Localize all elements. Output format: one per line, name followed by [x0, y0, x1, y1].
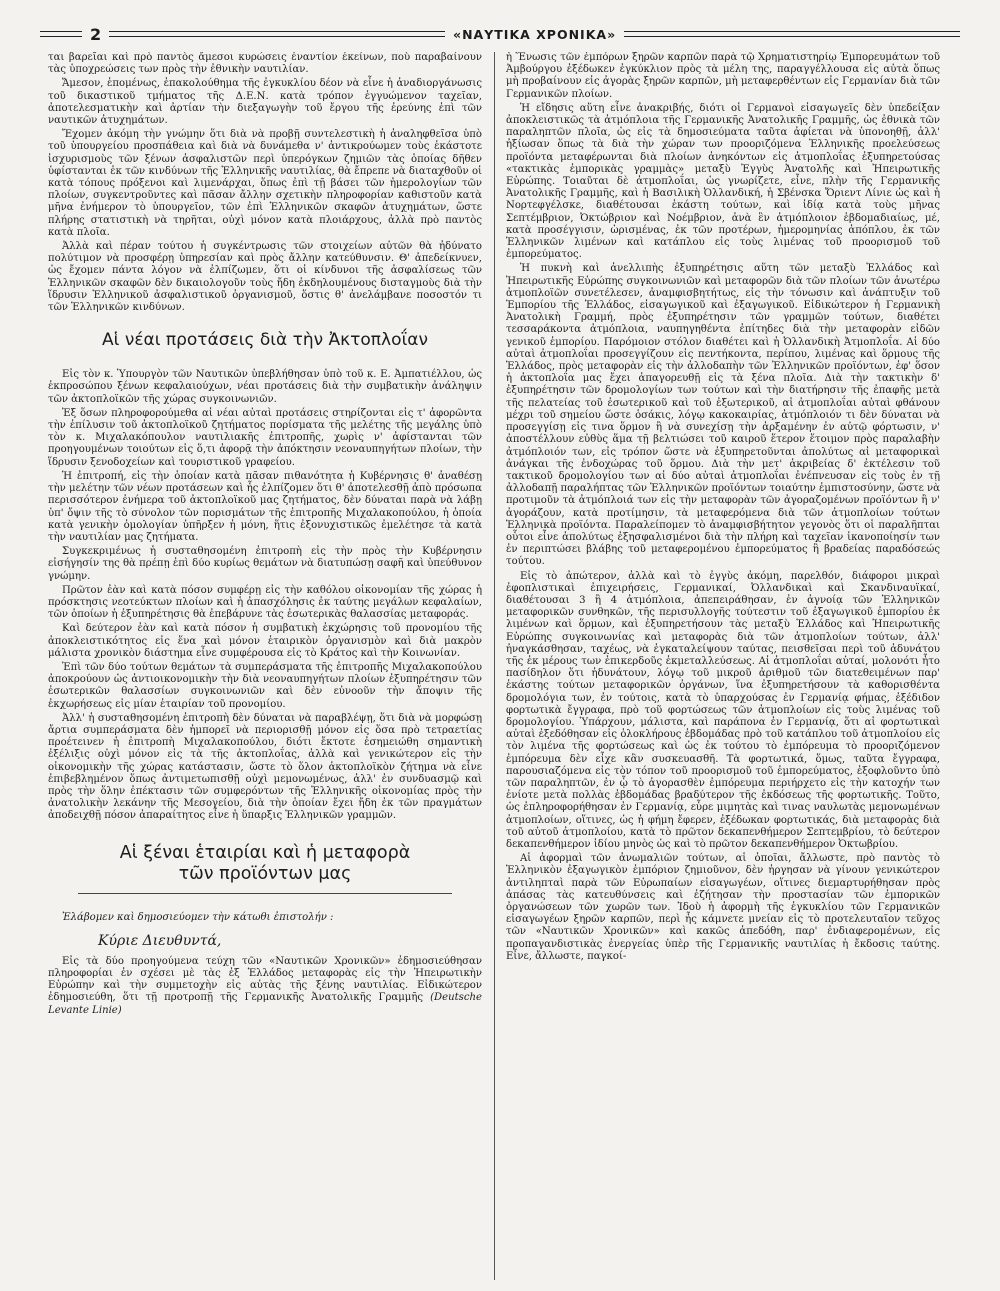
letter-text: Εἰς τὰ δύο προηγούμενα τεύχη τῶν «Ναυτικῶν Χρονικῶν» ἐδημοσιεύθησαν πληροφορίαι ἐν σχέσει μὲ τὰς ἐξ Ἑλλάδος μεταφορὰς εἰς τὴν Ἠπειρωτικὴν Εὐρώπην καὶ τὴν συμμετοχὴν εἰς αὐτὰς τῆς ξένης ναυτιλίας. Εἰδικώτερον ἐδημοσιεύθη, ὅτι τῇ προτροπῇ τῆς Γερμανικῆς Ἀνατολικῆς Γραμμῆς: [48, 955, 482, 1004]
section-heading: [48, 843, 482, 894]
article-paragraph: ἡ Ἕνωσις τῶν ἐμπόρων ξηρῶν καρπῶν παρὰ τῷ Χρηματιστηρίῳ Ἐμπορευμάτων τοῦ Ἀμβούργου ἐξέδωκεν ἐγκύκλιον πρὸς τὰ μέλη της, παραγγέλλουσα εἰς αὐτὰ ὅπως μὴ προβαίνουν εἰς ἀγορὰς ξηρῶν καρπῶν, μὴ μεταφερθέντων εἰς Γερμανίαν διὰ τῶν Γερμανικῶν πλοίων.: [506, 52, 940, 100]
masthead-title: «ΝΑΥΤΙΚΑ ΧΡΟΝΙΚΑ»: [453, 26, 617, 42]
page-header: [40, 22, 960, 46]
article-paragraph: Καὶ δεύτερον ἐὰν καὶ κατὰ πόσον ἡ συμβατικὴ ἐκχώρησις τοῦ προνομίου τῆς ἀποκλειστικότητος εἰς ἕνα καὶ μόνον ἑταιρικὸν ὀργανισμὸν καὶ διὰ μακρὸν μάλιστα χρονικὸν διάστημα εἶνε συμφέρουσα εἰς τὸ Κράτος καὶ τὴν Κοινωνίαν.: [48, 623, 482, 659]
article-paragraph: Ἡ ἐπιτροπή, εἰς τὴν ὁποίαν κατὰ πᾶσαν πιθανότητα ἡ Κυβέρνησις θ' ἀναθέσῃ τὴν μελέτην τῶν νέων προτάσεων καὶ ἧς ἐλπίζομεν ὅτι θ' ἀποτελεσθῇ ἀπὸ πρόσωπα περισσότερον ἐνήμερα τοῦ ἀκτοπλοϊκοῦ μας ζητήματος, δὲν δύναται παρὰ νὰ λάβῃ ὑπ' ὄψιν τῆς τὸ σύνολον τῶν πορισμάτων τῆς ἐπιτροπῆς Μιχαλακοπούλου, ἡ ὁποία κατὰ γενικὴν ὁμολογίαν ὑπῆρξεν ἡ μόνη, ἥτις ἐξονυχιστικῶς ἐμελέτησε τὰ κατὰ τὴν ναυτιλίαν μας ζητήματα.: [48, 470, 482, 543]
article-paragraph: Εἰς τὸ ἀπώτερον, ἀλλὰ καὶ τὸ ἐγγὺς ἀκόμη, παρελθόν, διάφοροι μικραὶ ἐφοπλιστικαὶ ἐπιχειρήσεις, Γερμανικαί, Ὀλλανδικαὶ καὶ Σκανδιναυϊκαί, διαθέτουσαι 3 ἢ 4 ἀτμόπλοια, ἀπεπειράθησαν, ἐν ἀγνοίᾳ τῶν Ἑλληνικῶν μεταφορικῶν συνθηκῶν, τῆς περισυλλογῆς τούτεστιν τοῦ ἐξαγωγικοῦ ἐμπορίου ἐκ λιμένων καὶ ὅρμων, καὶ ἐξυπηρετήσουν τὰς μεταξὺ Ἑλλάδος καὶ Ἠπειρωτικῆς Εὐρώπης συγκοινωνίας καὶ μεταφορὰς διὰ τῶν ἀτμοπλοίων τούτων, ἀλλ' ἠναγκάσθησαν, ταχέως, νὰ ἐγκαταλείψουν ταύτας, πεισθεῖσαι περὶ τοῦ ἀδυνάτου τῆς ἐκ μέρους των ἐπικερδοῦς ἐκμεταλλεύσεως. Αἱ ἀτμοπλοΐαι αὐταί, μολονότι ἦτο πασίδηλον ὅτι ἠδυνάτουν, λόγῳ τοῦ μικροῦ ἀριθμοῦ τῶν διατεθειμένων παρ' ἑκάστης τούτων μεταφορικῶν ὀργάνων, ἵνα ἐξυπηρετήσουν τὰ καθορισθέντα δρομολόγια των, ἐν τούτοις, κατὰ τὸ ὑπαρχούσας ἐν Γερμανίᾳ φήμας, ἐξέδιδον φορτωτικὰ ἔγγραφα, πρὸ τοῦ φορτώσεως τῶν ἀτμοπλοίων εἰς τοὺς λιμένας τοῦ δρομολογίου. Ὑπάρχουν, μάλιστα, καὶ παράπονα ἐν Γερμανίᾳ, ὅτι αἱ φορτωτικαὶ αὐταὶ ἐξεδόθησαν εἰς ὁλοκλήρους ἑβδομάδας πρὸ τοῦ κατάπλου τοῦ ἀτμοπλοίου εἰς τὸν λιμένα τῆς φορτώσεως καὶ ὡς ἐκ τούτου τὸ ἐμπόρευμα τὸ προοριζόμενον ἐμπόρευμα δὲν εἶχε κἂν συσκευασθῆ. Τὰ φορτωτικά, ὅμως, ταῦτα ἔγγραφα, παρουσιαζόμενα εἰς τὸν τόπον τοῦ προορισμοῦ τοῦ ἐμπορεύματος, ἐξοφλοῦντο ὑπὸ τῶν παραληπτῶν, ἐν ᾧ τὸ ἀγορασθὲν ἐμπόρευμα περιήρχετο εἰς τὴν κατοχήν των ἐνίοτε μετὰ πολλὰς ἑβδομάδας βραδύτερον τῆς ἐκδόσεως τῆς φορτωτικῆς. Τοῦτο, ὡς ἐπληροφορήθησαν ἐν Γερμανίᾳ, εὗρε μιμητὰς καὶ τινας ναυλωτὰς μεμονωμένων ἀτμοπλοίων, οἵτινες, ὡς ἡ φήμη ἔφερεν, ἐξέδωκαν φορτωτικάς, διὰ μεταφορὰς διὰ τοῦ αὐτοῦ ἀτμοπλοίου, κατὰ τὸ πρῶτον δεκαπενθήμερον Σεπτεμβρίου, τὸ δεύτερον δεκαπενθήμερον ἰδίου μηνὸς ὡς καὶ τὸ πρῶτον δεκαπενθήμερον Ὀκτωβρίου.: [506, 570, 940, 850]
left-column: [48, 52, 482, 1280]
article-paragraph: Ἀλλὰ καὶ πέραν τούτου ἡ συγκέντρωσις τῶν στοιχείων αὐτῶν θὰ ἠδύνατο πολύτιμον νὰ προσφέρῃ ὑπηρεσίαν καὶ πρὸς ἄλλην κατεύθυνσιν. Θ' ἀπεδείκνυεν, ὡς ἔχομεν πάντα λόγον νὰ ἐλπίζωμεν, ὅτι οἱ κίνδυνοι τῆς ἀσφαλίσεως τῶν Ἑλληνικῶν σκαφῶν δὲν δικαιολογοῦν τοὺς ἤδη ἐκδηλουμένους δισταγμοὺς διὰ τὴν ἵδρυσιν Ἑλληνικοῦ ἀσφαλιστικοῦ ὀργανισμοῦ, ὅστις θ' ἀνελάμβανε ποσοστόν τι τῶν Ἑλληνικῶν κινδύνων.: [48, 241, 482, 314]
letter-salutation: Κύριε Διευθυντά,: [98, 932, 222, 949]
article-paragraph: Συγκεκριμένως ἡ συσταθησομένη ἐπιτροπὴ εἰς τὴν πρὸς τὴν Κυβέρνησιν εἰσήγησίν της θὰ πρέπῃ ἐπὶ δύο κυρίως θεμάτων νὰ διατυπώσῃ σαφῆ καὶ ὑπεύθυνον γνώμην.: [48, 546, 482, 582]
column-divider: [494, 52, 495, 1280]
article-paragraph: Ἡ εἴδησις αὕτη εἶνε ἀνακριβής, διότι οἱ Γερμανοὶ εἰσαγωγεῖς δὲν ὑπεδείξαν ἀποκλειστικῶς τὰ ἀτμόπλοια τῆς Γερμανικῆς Ἀνατολικῆς Γραμμῆς, ὡς ἐθνικὰ τῶν παραληπτῶν πλοῖα, ὡς εἰς τὰ δημοσιεύματα ταῦτα ἀφίεται νὰ ὑπονοηθῇ, ἀλλ' ἠξίωσαν ὅπως τὰ διὰ τὴν χώραν των προοριζόμενα Ἑλληνικῆς προελεύσεως προϊόντα μεταφέρωνται διὰ πλοίων ἀνηκόντων εἰς ἀτμοπλοΐας ἐξυπηρετούσας «τακτικὰς ἐμπορικὰς γραμμὰς» μεταξὺ Ἐγγὺς Ἀνατολῆς καὶ Ἠπειρωτικῆς Εὐρώπης. Τοιαῦται δὲ ἀτμοπλοΐαι, ὡς γνωρίζετε, εἶνε, πλὴν τῆς Γερμανικῆς Ἀνατολικῆς Γραμμῆς, καὶ ἡ Βασιλικὴ Ὀλλανδική, ἡ Σβένσκα Ὄριεντ Λίνιε ὡς καὶ ἡ Νορτεφγέλσκε, διαθέτουσαι ἑκάστη τούτων, καὶ ἰδίᾳ κατὰ τοὺς μῆνας Σεπτέμβριον, Ὀκτώβριον καὶ Νοέμβριον, ἀνὰ ἓν ἀτμόπλοιον ἑβδομαδιαίως, μέ, κατὰ προσέγγισιν, ὡρισμένας, ἐκ τῶν προτέρων, ἡμερομηνίας ἀπόπλου, ἐκ τῶν Ἑλληνικῶν λιμένων καὶ κατάπλου εἰς τοὺς λιμένας τοῦ προορισμοῦ τοῦ ἐμπορεύματος.: [506, 102, 940, 261]
company-name-italic: (Deutsche Levante Linie): [48, 992, 482, 1016]
header-rule: [624, 31, 960, 37]
article-paragraph: Ἔχομεν ἀκόμη τὴν γνώμην ὅτι διὰ νὰ προβῇ συντελεστικὴ ἡ ἀναληφθεῖσα ὑπὸ τοῦ ὑπουργείου προσπάθεια καὶ διὰ νὰ δυνάμεθα ν' ἀντικρούωμεν τοὺς ἑκάστοτε ἰσχυρισμοὺς τῶν ξένων ἀσφαλιστῶν περὶ ὑπερόγκων ζημιῶν τὰς ὁποίας δῆθεν ὑφίστανται ἐκ τῶν κινδύνων τῆς Ἑλληνικῆς ναυτιλίας, θὰ ἔπρεπε νὰ διαταχθοῦν οἱ κατὰ τόπους πρόξενοι καὶ λιμενάρχαι, ὅπως ἐπὶ τῇ βάσει τῶν ἡμερολογίων τῶν πλοίων, συγκεντροῦντες καὶ πᾶσαν ἄλλην σχετικὴν πληροφορίαν καθιστοῦν κατὰ μῆνα ἐνήμερον τὸ ὑπουργεῖον, τῶν ἐπὶ Ἑλληνικῶν σκαφῶν ἀτυχημάτων, ὥστε πλήρης στατιστικὴ νὰ τηρῆται, οὐχὶ μόνον κατὰ πλοιάρχους, ἀλλὰ πρὸ παντὸς κατὰ πλοῖα.: [48, 129, 482, 238]
article-paragraph: Ἡ πυκνὴ καὶ ἀνελλιπὴς ἐξυπηρέτησις αὕτη τῶν μεταξὺ Ἑλλάδος καὶ Ἠπειρωτικῆς Εὐρώπης συγκοινωνιῶν καὶ μεταφορῶν διὰ τῶν πλοίων τῶν ἀνωτέρω ἀτμοπλοϊῶν συνετέλεσεν, ἀναμφισβητήτως, εἰς τὴν τόνωσιν καὶ ἀνάπτυξιν τοῦ Ἐμπορίου τῆς Ἑλλάδος, εἰσαγωγικοῦ καὶ ἐξαγωγικοῦ. Εἰδικώτερον ἡ Γερμανικὴ Ἀνατολικὴ Γραμμή, πρὸς ἐξυπηρέτησιν τῶν γραμμῶν τούτων, διαθέτει τεσσαράκοντα ἀτμόπλοια, ναυπηγηθέντα ἐπίτηδες διὰ τὴν μεταφορὰν εἰδῶν γενικοῦ ἐμπορίου. Παρόμοιον στόλον διαθέτει καὶ ἡ Ὀλλανδικὴ Ἀτμοπλοΐα. Αἱ δύο αὐταὶ ἀτμοπλοΐαι προσεγγίζουν εἰς πεντήκοντα, περίπου, λιμένας καὶ ὅρμους τῆς Ἑλλάδος, πρὸς μεταφορὰν εἰς τὴν ἀλλοδαπὴν τῶν Ἑλληνικῶν προϊόντων, ἐφ' ὅσον ἡ ἀκτοπλοΐα μας ἔχει ἀπαγορευθῇ εἰς τὰ ξένα πλοῖα. Διὰ τὴν τακτικὴν δ' ἐξυπηρέτησιν τῶν δρομολογίων των τούτων καὶ τὴν διατήρησιν τῆς ἐπαφῆς μετὰ τῆς πελατείας τοῦ ἐσωτερικοῦ καὶ τοῦ ἐξωτερικοῦ, αἱ ἀτμοπλοΐαι αὐταὶ φθάνουν μέχρι τοῦ σημείου ὥστε ὁσάκις, λόγῳ κακοκαιρίας, ἀτμόπλοιόν τι δὲν δύναται νὰ προσεγγίσῃ εἰς τινα ὅρμον ἢ νὰ συνεχίσῃ τὴν ἀρξαμένην ἐν αὐτῷ φόρτωσιν, ν' ἀποστέλλουν εὐθὺς ἅμα τῇ βελτιώσει τοῦ καιροῦ ἕτερον ἕτοιμον πρὸς παραλαβὴν ἀτμόπλοιόν των, εἰς τρόπον ὥστε νὰ ἐξυπηρετοῦνται ἀπολύτως αἱ μεταφορικαὶ ἀνάγκαι τῆς ἐνδοχώρας τοῦ ὅρμου. Διὰ τὴν μετ' ἀκριβείας δ' ἐκτέλεσιν τοῦ τακτικοῦ δρομολογίου των αἱ δύο αὐταὶ ἀτμοπλοΐαι ἐνέπνευσαν εἰς τοὺς ἐν τῇ ἀλλοδαπῇ παραλήπτας τῶν Ἑλληνικῶν προϊόντων τοιαύτην ἐμπιστοσύνην, ὥστε νὰ προτιμοῦν τὰ ἀτμόπλοιά των εἰς τὴν μεταφορὰν τῶν ἀγοραζομένων προϊόντων ἢ ν' ἀγοράζουν, κατὰ προτίμησιν, τὰ μεταφερόμενα διὰ τῶν ἀτμοπλοίων τούτων Ἑλληνικὰ προϊόντα. Παραλείπομεν τὸ ἀναμφισβήτητον γεγονὸς ὅτι οἱ παραλῆπται οὗτοι εἶνε ἀπολύτως ἐξησφαλισμένοι διὰ τὴν πλήρη καὶ ταχεῖαν ἱκανοποίησίν των ἐν περιπτώσει βλάβης τοῦ μεταφερομένου ἐμπορεύματος ἢ βραδείας παραδόσεώς τούτου.: [506, 263, 940, 568]
section-heading: Αἱ νέαι προτάσεις διὰ τὴν Ἀκτοπλοΐαν: [102, 330, 428, 351]
article-paragraph: ται βαρεῖαι καὶ πρὸ παντὸς ἄμεσοι κυρώσεις ἐναντίον ἐκείνων, ποὺ παραβαίνουν τὰς ὑποχρεώσεις των πρὸς τὴν ἐθνικὴν ναυτιλίαν.: [48, 52, 482, 76]
header-rule: [109, 31, 445, 37]
right-column: [506, 52, 940, 1280]
letter-intro: Ἐλάβομεν καὶ δημοσιεύομεν τὴν κάτωθι ἐπιστολήν :: [62, 911, 334, 923]
article-paragraph: Ἀλλ' ἡ συσταθησομένη ἐπιτροπὴ δὲν δύναται νὰ παραβλέψῃ, ὅτι διὰ νὰ μορφώσῃ ἄρτια συμπεράσματα δὲν ἠμπορεῖ νὰ περιορισθῇ μόνον εἰς ὅσα πρὸ τετραετίας προέτεινεν ἡ ἐπιτροπὴ Μιχαλακοπούλου, διότι ἔκτοτε ἐσημειώθη σημαντικὴ ἐξέλιξις οὐχὶ μόνον εἰς τὰ τῆς ἀκτοπλοΐας, ἀλλὰ καὶ γενικώτερον εἰς τὴν οἰκονομικὴν τῆς χώρας κατάστασιν, ὥστε τὸ ὅλον ἀκτοπλοϊκὸν ζήτημα νὰ εἶνε ἐπιβεβλημένον ὅπως ἀντιμετωπισθῇ οὐχὶ μεμονωμένως, ἀλλ' ἐν συνδυασμῷ καὶ πρὸς τὴν ὅλην ἐπέκτασιν τῶν συμφερόντων τῆς Ἑλληνικῆς οἰκονομίας πρὸς τὴν ἀνατολικὴν λεκάνην τῆς Μεσογείου, διὰ τὴν ὁποίαν ἔχει ἤδη ἐκ τῶν πραγμάτων ἀποδειχθῇ πόσον ἀπαραίτητος εἶνε ἡ ὕπαρξις Ἑλληνικῶν γραμμῶν.: [48, 712, 482, 822]
page-number: 2: [90, 24, 102, 44]
article-paragraph: Πρῶτον ἐὰν καὶ κατὰ πόσον συμφέρῃ εἰς τὴν καθόλου οἰκονομίαν τῆς χώρας ἡ πρόσκτησις νεοτεύκτων πλοίων καὶ ἡ ἀπασχόλησις ἐκ ταύτης μεγάλων κεφαλαίων, τῶν ὁποίων ἡ ἐξυπηρέτησις θὰ ἐπεβάρυνε τὰς ἐσωτερικὰς θαλασσίας μεταφοράς.: [48, 584, 482, 621]
article-paragraph: Ἐπὶ τῶν δύο τούτων θεμάτων τὰ συμπεράσματα τῆς ἐπιτροπῆς Μιχαλακοπούλου ἀποκρούουν ὡς ἀντιοικονομικὴν τὴν διὰ νεοναυπηγήτων πλοίων ἐξυπηρέτησιν τῶν ἐσωτερικῶν θαλασσίων συγκοινωνιῶν καὶ δὲν εὐνοοῦν τὴν ἄποψιν τῆς ἐκχωρήσεως εἰς μίαν ἑταιρίαν τοῦ προνομίου.: [48, 661, 482, 710]
article-paragraph: Εἰς τὸν κ. Ὑπουργὸν τῶν Ναυτικῶν ὑπεβλήθησαν ὑπὸ τοῦ κ. Ε. Ἀμπατιέλλου, ὡς ἐκπροσώπου ξένων κεφαλαιούχων, νέαι προτάσεις διὰ τὴν συμβατικὴν ἀνάληψιν τῶν ἀκτοπλοϊκῶν τῆς χώρας συγκοινωνιῶν.: [48, 369, 482, 405]
section-heading-line: Αἱ ξέναι ἑταιρίαι καὶ ἡ μεταφορὰ: [119, 842, 411, 863]
article-paragraph: [48, 956, 482, 1017]
article-paragraph: Ἄμεσον, ἑπομένως, ἐπακολούθημα τῆς ἐγκυκλίου δέον νὰ εἶνε ἡ ἀναδιοργάνωσις τοῦ δικαστικοῦ τμήματος τῆς Δ.Ε.Ν. κατὰ τρόπον ἐγγυώμενον ταχεῖαν, ἀποτελεσματικὴν καὶ ἀρτίαν τὴν διεξαγωγὴν τοῦ ἔργου τῆς ἐρεύνης ἐπὶ τῶν ναυτικῶν ἀτυχημάτων.: [48, 78, 482, 127]
header-rule: [40, 31, 82, 37]
article-paragraph: Αἱ ἀφορμαὶ τῶν ἀνωμαλιῶν τούτων, αἱ ὁποῖαι, ἄλλωστε, πρὸ παντὸς τὸ Ἑλληνικὸν ἐξαγωγικὸν ἐμπόριον ζημιοῦνον, δὲν ἠργησαν νὰ γίνουν γενικώτερον ἀντιληπταὶ παρὰ τῶν Εὐρωπαίων εἰσαγωγέων, οἵτινες διεμαρτυρήθησαν πρὸς ἁπάσας τὰς κατευθύνσεις καὶ ἐζήτησαν τὴν προστασίαν τῶν ἐμπορικῶν ὀργανώσεων τῶν χωρῶν των. Ἰδοὺ ἡ ἀφορμὴ τῆς ἐγκυκλίου τῶν Γερμανικῶν εἰσαγωγέων ξηρῶν καρπῶν, περὶ ἧς κάμνετε μνείαν εἰς τὸ προτελευταῖον τεῦχος τῶν «Ναυτικῶν Χρονικῶν» καὶ κακῶς ἀπεδόθη, παρ' ἐνδιαφερομένων, εἰς προπαγανδιστικὰς ἐνεργείας ὑπὲρ τῆς Γερμανικῆς ναυτιλίας ἡ ἔκδοσις ταύτης. Εἶνε, ἄλλωστε, παγκοί-: [506, 853, 940, 962]
section-heading-line: τῶν προϊόντων μας: [178, 863, 352, 884]
heading-underline: [78, 893, 452, 894]
article-paragraph: Ἐξ ὅσων πληροφορούμεθα αἱ νέαι αὐταὶ προτάσεις στηρίζονται εἰς τ' ἀφορῶντα τὴν ἐπίλυσιν τοῦ ἀκτοπλοϊκοῦ ζητήματος πορίσματα τῆς μελέτης τῆς μεγάλης ὑπὸ τὸν κ. Μιχαλακόπουλον ναυτιλιακῆς ἐπιτροπῆς, χωρὶς ν' ἀφίστανται τῶν προηγουμένων τοιούτων εἰς ὅ,τι ἀφορᾷ τὴν ἀπόκτησιν νεοναυπηγήτων πλοίων, τὴν ἵδρυσιν ξενοδοχείων καὶ τουριστικοῦ γραφείου.: [48, 407, 482, 468]
